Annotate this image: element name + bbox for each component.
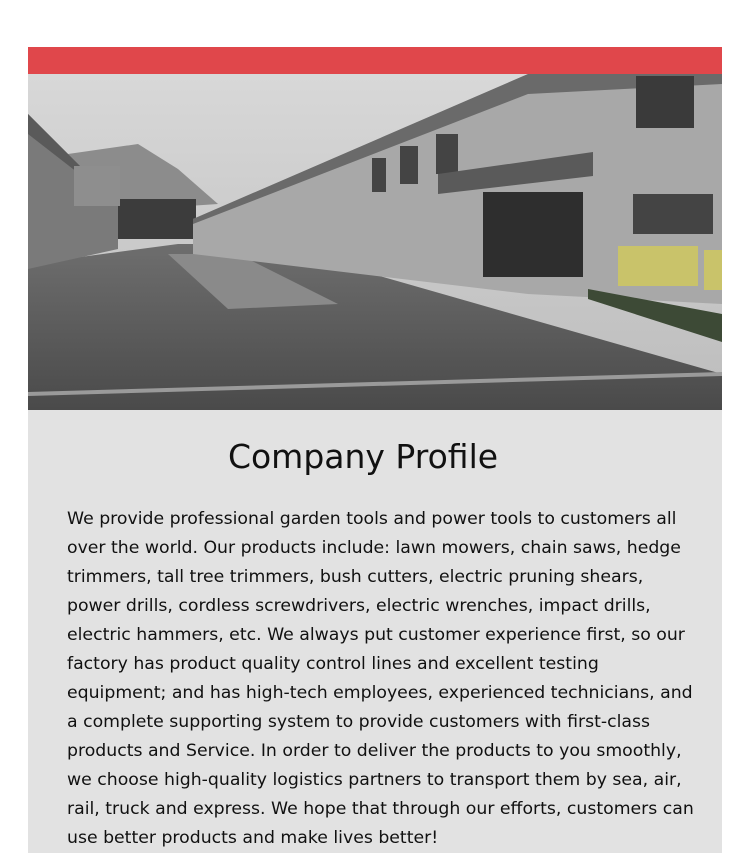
factory-photo	[28, 74, 722, 410]
accent-bar	[28, 47, 722, 74]
profile-description: We provide professional garden tools and power tools to customers all over the world. Our products include: lawn mowers, chain saws, hedge trimmers, tall tree trimmers, bush cutters, electric pruning shears, power drills, cordless screwdrivers, electric wrenches, impact drills, electric hammers, etc. We always put customer experience first, so our factory has product quality control lines and excellent testing equipment; and has high-tech employees, experienced technicians, and a complete supporting system to provide customers with first-class products and Service. In order to deliver the products to you smoothly, we choose high-quality logistics partners to transport them by sea, air, rail, truck and express. We hope that through our efforts, customers can use better products and make lives better!	[67, 509, 694, 848]
page-title: Company Profile	[227, 437, 499, 476]
company-profile-card	[28, 47, 722, 853]
